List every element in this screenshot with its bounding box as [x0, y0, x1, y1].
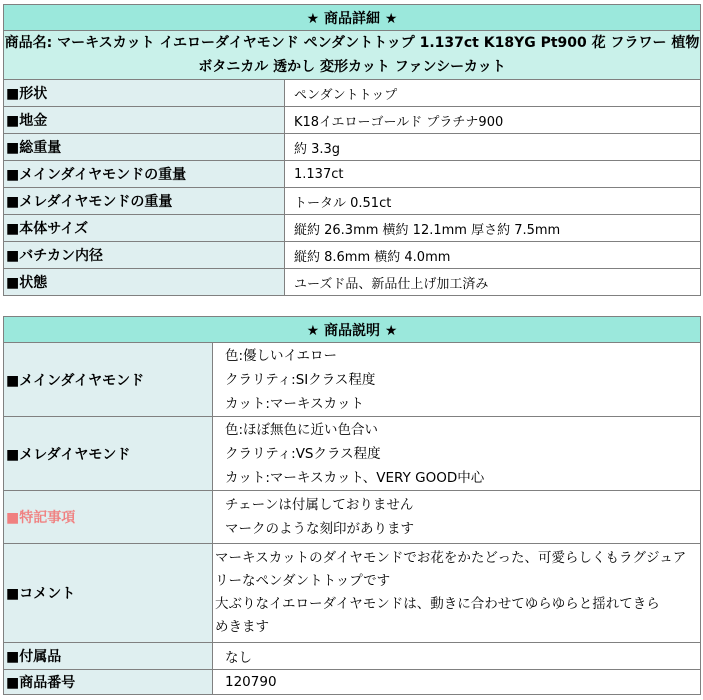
accessories-value: なし — [213, 643, 701, 670]
product-name-line: 商品名: マーキスカット イエローダイヤモンド ペンダントトップ 1.137ct K18YG Pt900 花 フラワー 植物 — [4, 35, 700, 51]
info-line: チェーンは付属しておりません — [225, 497, 414, 513]
accessories-label: ■付属品 — [4, 643, 213, 670]
detail-row-shape — [4, 80, 701, 107]
desc-row-main-diamond — [4, 343, 701, 417]
detail-value: 縦約 26.3mm 横約 12.1mm 厚さ約 7.5mm — [285, 215, 701, 242]
info-line: カット:マーキスカット、VERY GOOD中心 — [225, 469, 485, 486]
desc-row-special-notes — [4, 491, 701, 544]
comment-line: 大ぶりなイエローダイヤモンドは、動きに合わせてゆらゆらと揺れてきら — [215, 596, 660, 612]
detail-label: ■メインダイヤモンドの重量 — [4, 161, 285, 188]
melee-diamond-label: ■メレダイヤモンド — [4, 417, 213, 491]
detail-row-body-size — [4, 215, 701, 242]
detail-label: ■地金 — [4, 107, 285, 134]
info-line: クラリティ:SIクラス程度 — [225, 371, 376, 388]
detail-value: 1.137ct — [285, 161, 701, 188]
comment-line: めきます — [215, 619, 269, 635]
detail-row-melee-diamond-weight — [4, 188, 701, 215]
info-line: マークのような刻印があります — [225, 521, 414, 537]
detail-row-metal — [4, 107, 701, 134]
detail-value: ペンダントトップ — [285, 80, 701, 107]
comment-line: マーキスカットのダイヤモンドでお花をかたどった、可愛らしくもラグジュア — [215, 550, 687, 566]
detail-label: ■本体サイズ — [4, 215, 285, 242]
description-table — [3, 316, 701, 695]
product-number-value: 120790 — [213, 670, 701, 695]
info-line: 色:優しいイエロー — [225, 347, 338, 364]
detail-value: K18イエローゴールド プラチナ900 — [285, 107, 701, 134]
detail-value: 約 3.3g — [285, 134, 701, 161]
detail-value: トータル 0.51ct — [285, 188, 701, 215]
desc-row-melee-diamond — [4, 417, 701, 491]
detail-label: ■総重量 — [4, 134, 285, 161]
comment-label: ■コメント — [4, 544, 213, 643]
info-line: 色:ほぼ無色に近い色合い — [225, 421, 379, 438]
special-notes-info — [213, 491, 701, 544]
comment-line: リーなペンダントトップです — [215, 573, 391, 589]
detail-row-main-diamond-weight — [4, 161, 701, 188]
detail-label: ■メレダイヤモンドの重量 — [4, 188, 285, 215]
product-name-line: ボタニカル 透かし 変形カット ファンシーカット — [198, 59, 506, 75]
melee-diamond-info — [213, 417, 701, 491]
special-notes-label: ■特記事項 — [4, 491, 213, 544]
comment-text — [213, 544, 701, 643]
detail-row-condition — [4, 269, 701, 296]
detail-row-total-weight — [4, 134, 701, 161]
desc-row-comment — [4, 544, 701, 643]
detail-label: ■バチカン内径 — [4, 242, 285, 269]
info-line: カット:マーキスカット — [225, 395, 365, 412]
main-diamond-label: ■メインダイヤモンド — [4, 343, 213, 417]
detail-value: ユーズド品、新品仕上げ加工済み — [285, 269, 701, 296]
detail-row-bail-size — [4, 242, 701, 269]
detail-value: 縦約 8.6mm 横約 4.0mm — [285, 242, 701, 269]
product-number-label: ■商品番号 — [4, 670, 213, 695]
description-header: ★ 商品説明 ★ — [4, 317, 701, 343]
detail-label: ■状態 — [4, 269, 285, 296]
details-table — [3, 4, 701, 296]
desc-row-accessories — [4, 643, 701, 670]
desc-row-product-number — [4, 670, 701, 695]
detail-label: ■形状 — [4, 80, 285, 107]
product-name — [4, 31, 701, 80]
main-diamond-info — [213, 343, 701, 417]
info-line: クラリティ:VSクラス程度 — [225, 445, 381, 462]
details-header: ★ 商品詳細 ★ — [4, 5, 701, 31]
